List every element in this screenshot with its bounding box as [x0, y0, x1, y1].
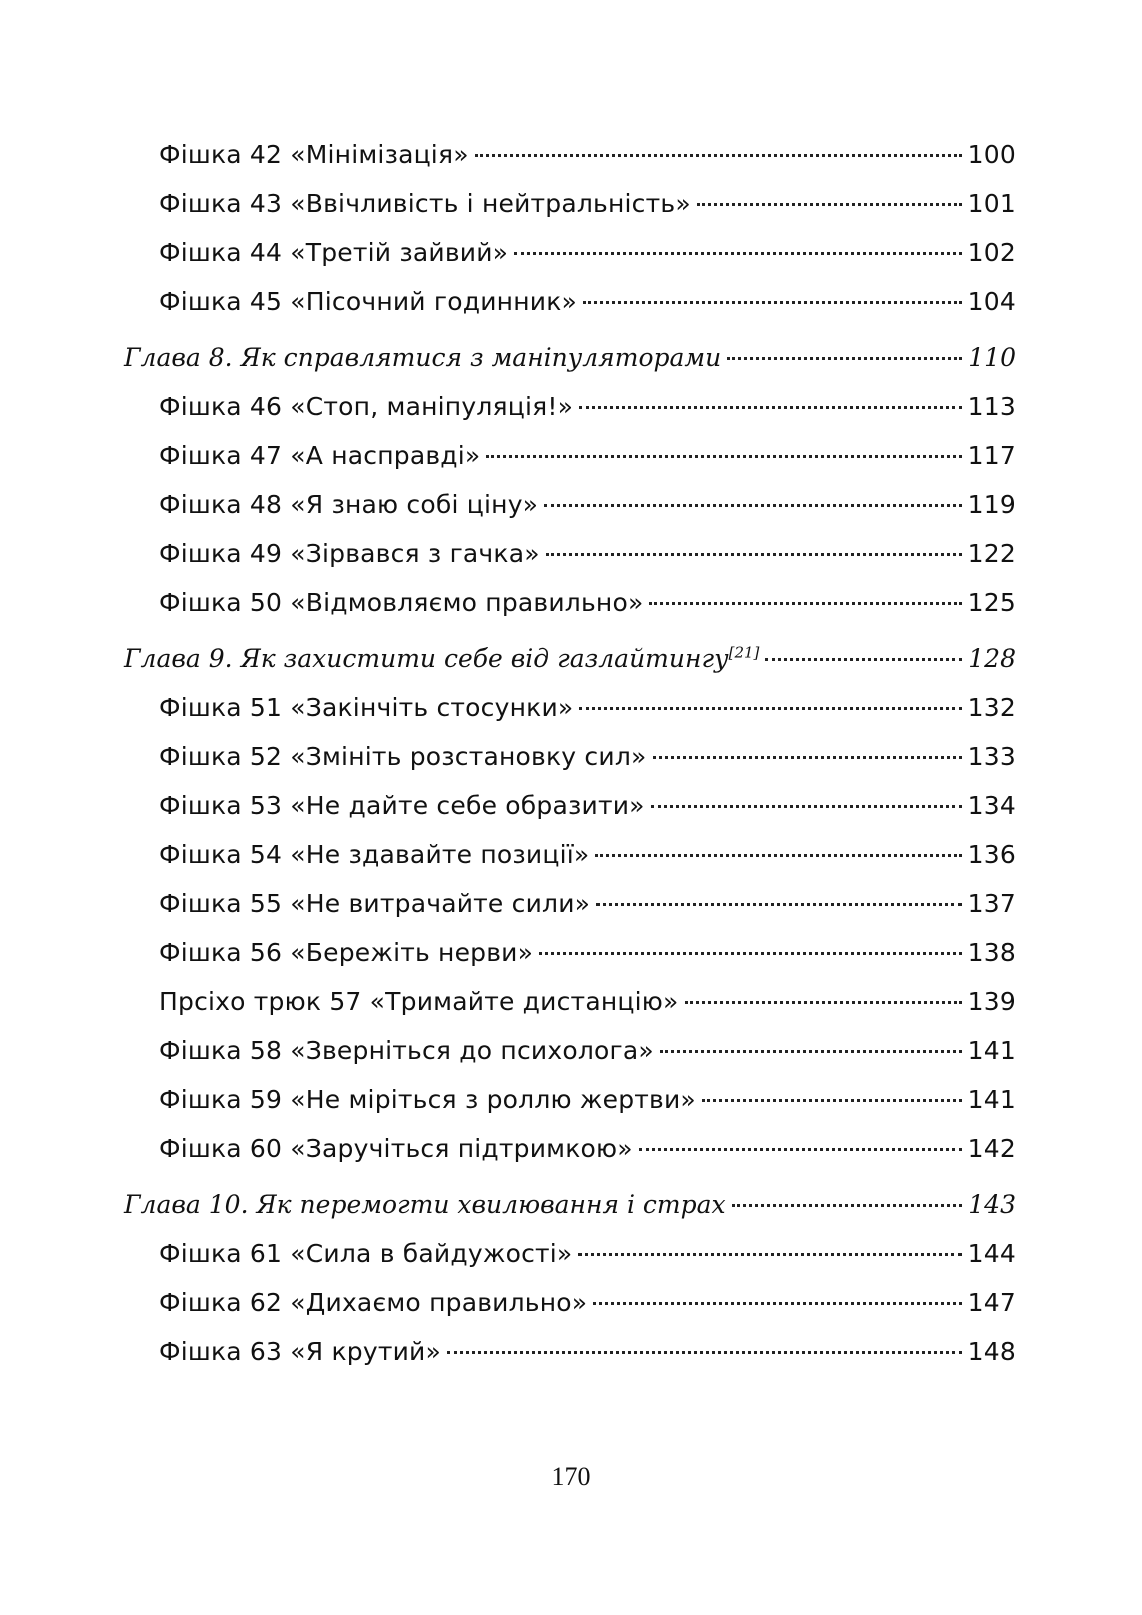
toc-chapter-entry	[124, 333, 1016, 382]
dot-leader	[660, 1050, 962, 1053]
toc-entry-page: 143	[968, 1190, 1016, 1219]
toc-entry-page: 125	[967, 588, 1016, 617]
toc-entry-title-text: Глава 9. Як захистити себе від газлайтингу	[124, 644, 729, 673]
toc-item-entry	[124, 578, 1016, 627]
toc-entry-title	[159, 977, 679, 1026]
toc-entry-title	[159, 928, 533, 977]
toc-entry-title	[159, 1124, 633, 1173]
toc-entry-page: 102	[967, 238, 1016, 267]
dot-leader	[697, 203, 962, 206]
toc-entry-title	[159, 1229, 572, 1278]
toc-entry-page: 117	[967, 441, 1016, 470]
toc-entry-title-text: Фішка 52 «Змініть розстановку сил»	[159, 742, 647, 771]
toc-entry-title	[159, 732, 647, 781]
toc-entry-page: 110	[968, 343, 1016, 372]
toc-entry-title-text: Фішка 45 «Пісочний годинник»	[159, 287, 578, 316]
toc-entry-title	[159, 781, 645, 830]
toc-item-entry	[124, 228, 1016, 277]
dot-leader	[727, 357, 962, 360]
toc-entry-title-text: Фішка 55 «Не витрачайте сили»	[159, 889, 591, 918]
toc-entry-page: 138	[967, 938, 1016, 967]
toc-item-entry	[124, 1124, 1016, 1173]
dot-leader	[651, 805, 962, 808]
dot-leader	[765, 658, 962, 661]
toc-entry-page: 141	[967, 1036, 1016, 1065]
toc-entry-title	[159, 1278, 587, 1327]
dot-leader	[595, 854, 961, 857]
toc-item-entry	[124, 977, 1016, 1026]
toc-entry-title	[159, 277, 577, 326]
toc-entry-page: 101	[967, 189, 1016, 218]
toc-entry-title-text: Фішка 42 «Мінімізація»	[159, 140, 469, 169]
toc-chapter-entry	[124, 634, 1016, 683]
dot-leader	[475, 154, 962, 157]
toc-entry-page: 100	[967, 140, 1016, 169]
toc-item-entry	[124, 130, 1016, 179]
toc-entry-page: 122	[967, 539, 1016, 568]
toc-item-entry	[124, 781, 1016, 830]
dot-leader	[539, 952, 962, 955]
toc-entry-title-text: Фішка 50 «Відмовляємо правильно»	[159, 588, 644, 617]
toc-entry-title-text: Фішка 58 «Зверніться до психолога»	[159, 1036, 654, 1065]
toc-entry-page: 141	[967, 1085, 1016, 1114]
toc-item-entry	[124, 830, 1016, 879]
toc-entry-page: 128	[968, 644, 1016, 673]
dot-leader	[447, 1351, 962, 1354]
toc-item-entry	[124, 1278, 1016, 1327]
toc-entry-title	[159, 578, 643, 627]
toc-entry-page: 132	[967, 693, 1016, 722]
toc-entry-title-text: Фішка 48 «Я знаю собі ціну»	[159, 490, 539, 519]
toc-item-entry	[124, 382, 1016, 431]
dot-leader	[639, 1148, 962, 1151]
toc-entry-title-text: Фішка 43 «Ввічливість і нейтральність»	[159, 189, 691, 218]
toc-entry-title	[124, 1180, 726, 1229]
toc-entry-title	[159, 382, 573, 431]
toc-entry-title-text: Глава 10. Як перемогти хвилювання і страх	[124, 1190, 726, 1219]
toc-entry-title	[124, 333, 721, 382]
toc-entry-title-text: Фішка 44 «Третій зайвий»	[159, 238, 509, 267]
toc-entry-title	[159, 1327, 441, 1376]
toc-entry-title-text: Фішка 49 «Зірвався з гачка»	[159, 539, 540, 568]
toc-item-entry	[124, 1327, 1016, 1376]
toc-entry-title	[159, 130, 469, 179]
toc-entry-title	[159, 683, 573, 732]
toc-entry-title	[159, 480, 538, 529]
toc-entry-page: 142	[967, 1134, 1016, 1163]
toc-item-entry	[124, 1026, 1016, 1075]
toc-entry-page: 147	[967, 1288, 1016, 1317]
toc-entry-page: 148	[967, 1337, 1016, 1366]
dot-leader	[685, 1001, 962, 1004]
toc-entry-title-text: Фішка 62 «Дихаємо правильно»	[159, 1288, 588, 1317]
dot-leader	[593, 1302, 961, 1305]
toc-entry-title	[124, 634, 759, 683]
toc-entry-title	[159, 879, 590, 928]
dot-leader	[579, 406, 962, 409]
toc-entry-title-text: Фішка 63 «Я крутий»	[159, 1337, 441, 1366]
toc-entry-title-text: Фішка 54 «Не здавайте позиції»	[159, 840, 590, 869]
dot-leader	[579, 707, 961, 710]
toc-entry-title-text: Фішка 47 «А насправді»	[159, 441, 481, 470]
toc-entry-page: 144	[967, 1239, 1016, 1268]
toc-item-entry	[124, 879, 1016, 928]
dot-leader	[596, 903, 962, 906]
toc-item-entry	[124, 928, 1016, 977]
toc-entry-page: 113	[967, 392, 1016, 421]
toc-entry-title-text: Фішка 53 «Не дайте себе образити»	[159, 791, 645, 820]
toc-item-entry	[124, 732, 1016, 781]
toc-entry-page: 139	[967, 987, 1016, 1016]
dot-leader	[486, 455, 961, 458]
toc-item-entry	[124, 431, 1016, 480]
toc-entry-title-text: Глава 8. Як справлятися з маніпуляторами	[124, 343, 722, 372]
toc-entry-title-text: Фішка 56 «Бережіть нерви»	[159, 938, 534, 967]
toc-item-entry	[124, 683, 1016, 732]
toc-entry-title	[159, 228, 508, 277]
toc-item-entry	[124, 480, 1016, 529]
toc-entry-page: 119	[967, 490, 1016, 519]
toc-entry-title-text: Прсіхо трюк 57 «Тримайте дистанцію»	[159, 987, 679, 1016]
dot-leader	[514, 252, 961, 255]
toc-entry-page: 134	[967, 791, 1016, 820]
toc-entry-title-text: Фішка 46 «Стоп, маніпуляція!»	[159, 392, 574, 421]
toc-entry-title-text: Фішка 61 «Сила в байдужості»	[159, 1239, 573, 1268]
dot-leader	[546, 553, 962, 556]
toc-item-entry	[124, 277, 1016, 326]
toc-chapter-entry	[124, 1180, 1016, 1229]
toc-entry-page: 104	[967, 287, 1016, 316]
toc-item-entry	[124, 179, 1016, 228]
toc-entry-page: 133	[967, 742, 1016, 771]
toc-entry-title	[159, 830, 589, 879]
page-number: 170	[551, 1462, 591, 1491]
dot-leader	[578, 1253, 961, 1256]
toc-entry-page: 136	[967, 840, 1016, 869]
dot-leader	[649, 602, 961, 605]
dot-leader	[653, 756, 962, 759]
toc-entry-title	[159, 179, 691, 228]
toc-entry-title	[159, 1075, 696, 1124]
toc-entry-title-text: Фішка 59 «Не міріться з роллю жертви»	[159, 1085, 696, 1114]
toc-entry-title-text: Фішка 60 «Заручіться підтримкою»	[159, 1134, 633, 1163]
dot-leader	[544, 504, 961, 507]
table-of-contents	[124, 130, 1016, 1376]
toc-entry-title	[159, 431, 480, 480]
toc-item-entry	[124, 1075, 1016, 1124]
toc-entry-title	[159, 1026, 654, 1075]
toc-entry-title	[159, 529, 540, 578]
dot-leader	[732, 1204, 963, 1207]
toc-entry-title-text: Фішка 51 «Закінчіть стосунки»	[159, 693, 574, 722]
dot-leader	[702, 1099, 962, 1102]
toc-entry-page: 137	[967, 889, 1016, 918]
toc-item-entry	[124, 1229, 1016, 1278]
toc-item-entry	[124, 529, 1016, 578]
dot-leader	[583, 301, 962, 304]
footnote-reference: [21]	[728, 643, 760, 662]
